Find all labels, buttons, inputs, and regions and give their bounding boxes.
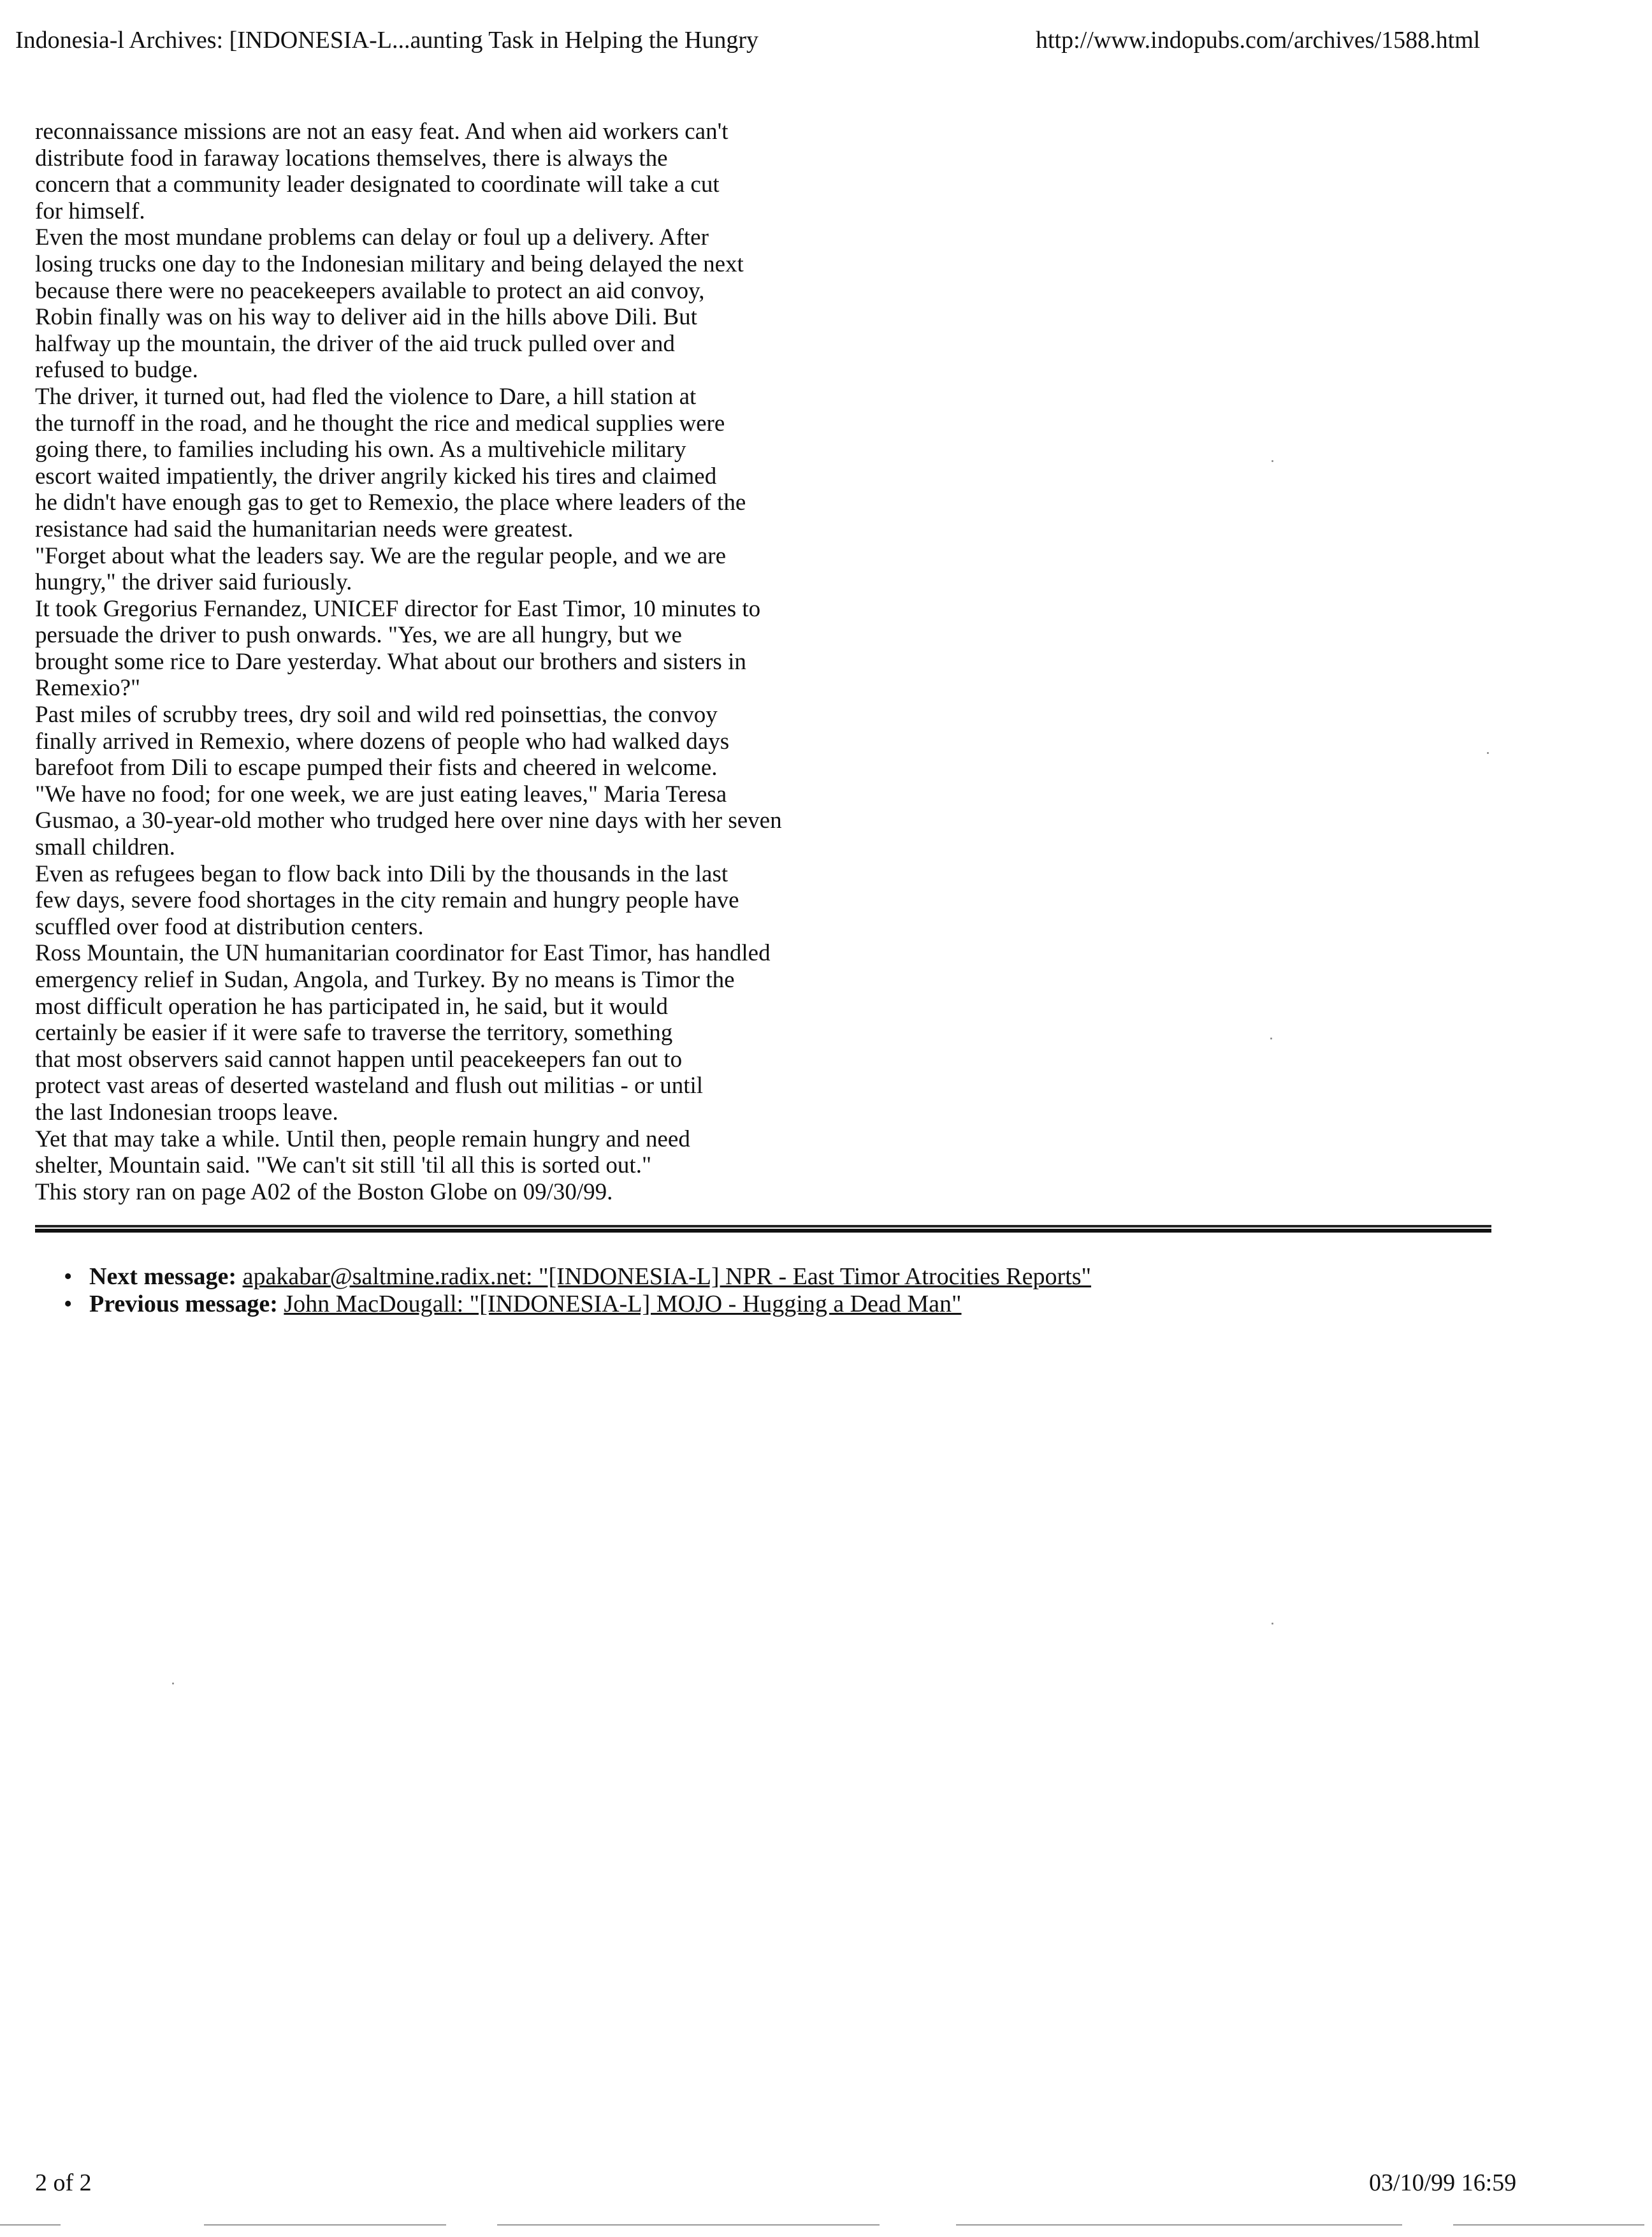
next-message-link[interactable]: apakabar@saltmine.radix.net: "[INDONESIA-L] NPR - East Timor Atrocities Reports" bbox=[242, 1263, 1092, 1290]
article-line: hungry," the driver said furiously. bbox=[35, 569, 352, 596]
article-line: resistance had said the humanitarian needs were greatest. bbox=[35, 516, 574, 542]
article-line: refused to budge. bbox=[35, 357, 198, 384]
article-line: reconnaissance missions are not an easy feat. And when aid workers can't bbox=[35, 119, 728, 145]
next-message-label: Next message: bbox=[89, 1263, 237, 1290]
scan-speck bbox=[1270, 1038, 1272, 1039]
scan-speck bbox=[1487, 752, 1489, 754]
article-line: escort waited impatiently, the driver angrily kicked his tires and claimed bbox=[35, 463, 717, 489]
page-header-title: Indonesia-l Archives: [INDONESIA-L...aunting Task in Helping the Hungry bbox=[15, 27, 758, 54]
article-line: finally arrived in Remexio, where dozens of people who had walked days bbox=[35, 728, 730, 755]
horizontal-rule bbox=[35, 1225, 1491, 1234]
scan-edge-mark bbox=[0, 2224, 61, 2226]
message-navigation bbox=[64, 1263, 1092, 1318]
article-line: brought some rice to Dare yesterday. What about our brothers and sisters in bbox=[35, 648, 746, 675]
bullet-icon: • bbox=[64, 1263, 73, 1290]
article-line: small children. bbox=[35, 834, 175, 861]
article-line: most difficult operation he has participated in, he said, but it would bbox=[35, 993, 668, 1020]
article-line: barefoot from Dili to escape pumped their fists and cheered in welcome. bbox=[35, 755, 718, 781]
article-line: Ross Mountain, the UN humanitarian coordinator for East Timor, has handled bbox=[35, 940, 771, 967]
article-line: Remexio?" bbox=[35, 675, 141, 702]
scan-speck bbox=[1272, 460, 1273, 462]
next-message-item bbox=[64, 1263, 1092, 1291]
article-line: that most observers said cannot happen until peacekeepers fan out to bbox=[35, 1046, 683, 1073]
previous-message-item bbox=[64, 1291, 1091, 1318]
article-line: going there, to families including his own. As a multivehicle military bbox=[35, 437, 686, 463]
article-line: emergency relief in Sudan, Angola, and Turkey. By no means is Timor the bbox=[35, 967, 735, 993]
scan-edge-mark bbox=[497, 2224, 880, 2226]
article-line: the last Indonesian troops leave. bbox=[35, 1099, 338, 1126]
article-line: It took Gregorius Fernandez, UNICEF director for East Timor, 10 minutes to bbox=[35, 595, 761, 622]
article-line: Yet that may take a while. Until then, people remain hungry and need bbox=[35, 1126, 690, 1152]
article-line: few days, severe food shortages in the city remain and hungry people have bbox=[35, 887, 739, 914]
article-line: Gusmao, a 30-year-old mother who trudged here over nine days with her seven bbox=[35, 807, 782, 834]
article-line: The driver, it turned out, had fled the violence to Dare, a hill station at bbox=[35, 383, 697, 410]
article-line: Past miles of scrubby trees, dry soil and wild red poinsettias, the convoy bbox=[35, 702, 718, 728]
article-line: persuade the driver to push onwards. "Yes, we are all hungry, but we bbox=[35, 622, 682, 649]
scan-edge-mark bbox=[1453, 2224, 1644, 2226]
scan-speck bbox=[1272, 1623, 1273, 1625]
previous-message-label: Previous message: bbox=[89, 1291, 278, 1317]
footer-print-datetime: 03/10/99 16:59 bbox=[1369, 2169, 1517, 2196]
page-header-url: http://www.indopubs.com/archives/1588.html bbox=[1036, 27, 1481, 54]
article-line: losing trucks one day to the Indonesian military and being delayed the next bbox=[35, 250, 744, 277]
article-line: "Forget about what the leaders say. We are the regular people, and we are bbox=[35, 542, 727, 569]
article-line: Even the most mundane problems can delay or foul up a delivery. After bbox=[35, 224, 709, 251]
article-line: for himself. bbox=[35, 198, 145, 224]
scan-edge-mark bbox=[956, 2224, 1402, 2226]
article-line: scuffled over food at distribution centers. bbox=[35, 913, 424, 940]
scan-edge-mark bbox=[204, 2224, 446, 2226]
previous-message-link[interactable]: John MacDougall: "[INDONESIA-L] MOJO - Hugging a Dead Man" bbox=[284, 1291, 962, 1317]
article-line: because there were no peacekeepers available to protect an aid convoy, bbox=[35, 277, 705, 304]
article-line: "We have no food; for one week, we are just eating leaves," Maria Teresa bbox=[35, 781, 727, 807]
article-body bbox=[35, 119, 940, 1205]
article-line: halfway up the mountain, the driver of the aid truck pulled over and bbox=[35, 330, 675, 357]
article-line: distribute food in faraway locations themselves, there is always the bbox=[35, 145, 668, 171]
article-line: protect vast areas of deserted wasteland and flush out militias - or until bbox=[35, 1073, 704, 1099]
article-line: concern that a community leader designated to coordinate will take a cut bbox=[35, 171, 720, 198]
article-line: This story ran on page A02 of the Boston Globe on 09/30/99. bbox=[35, 1178, 613, 1205]
article-line: the turnoff in the road, and he thought the rice and medical supplies were bbox=[35, 410, 725, 437]
article-line: Robin finally was on his way to deliver aid in the hills above Dili. But bbox=[35, 304, 697, 331]
scan-speck bbox=[172, 1683, 174, 1684]
footer-page-number: 2 of 2 bbox=[35, 2169, 92, 2196]
article-line: certainly be easier if it were safe to traverse the territory, something bbox=[35, 1020, 673, 1046]
article-line: shelter, Mountain said. "We can't sit still 'til all this is sorted out." bbox=[35, 1152, 652, 1179]
article-line: he didn't have enough gas to get to Remexio, the place where leaders of the bbox=[35, 489, 746, 516]
bullet-icon: • bbox=[64, 1291, 73, 1317]
article-line: Even as refugees began to flow back into Dili by the thousands in the last bbox=[35, 860, 728, 887]
